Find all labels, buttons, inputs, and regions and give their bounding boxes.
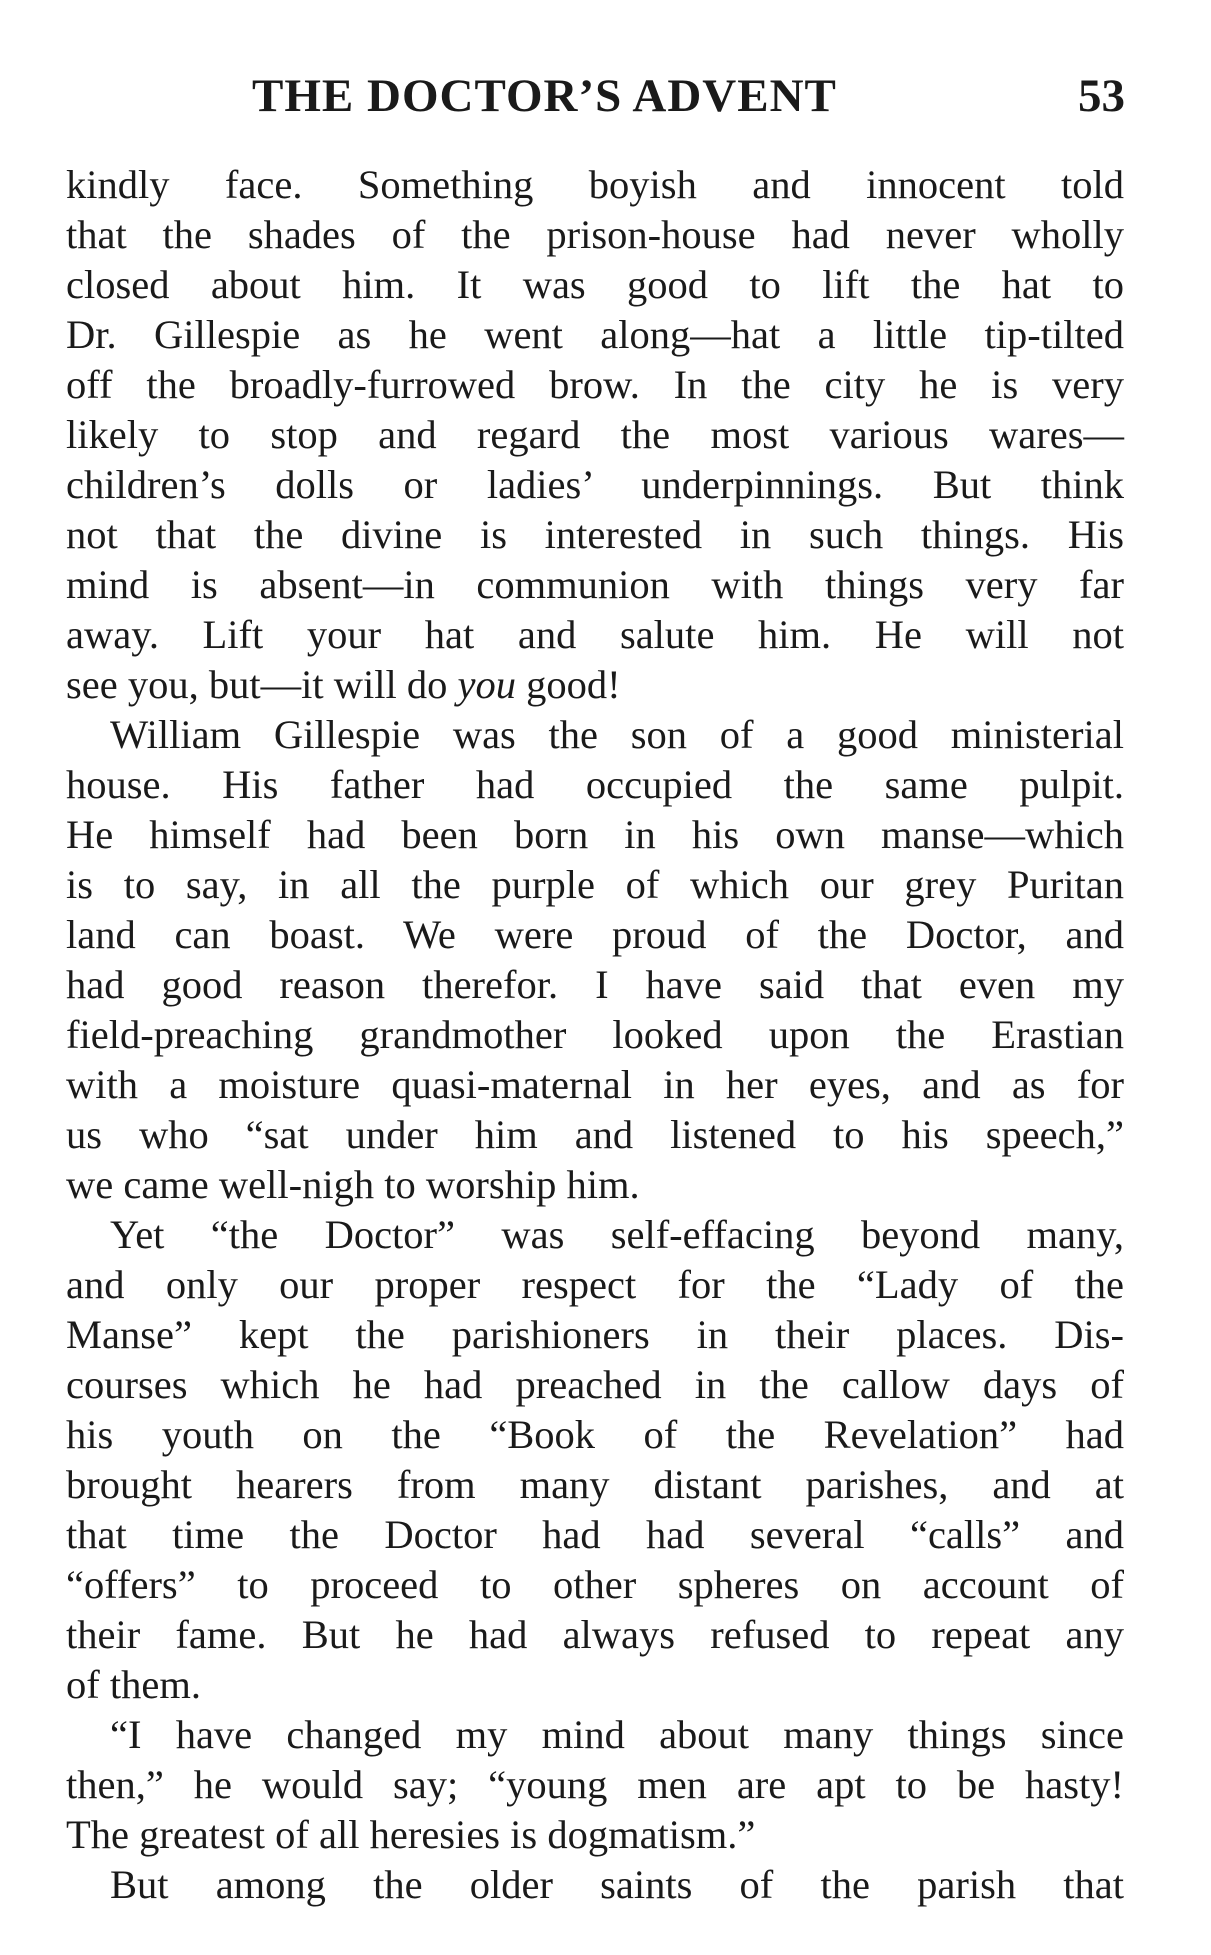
text-line: courses which he had preached in the callow days of [66,1362,1124,1407]
text-line: children’s dolls or ladies’ underpinnings. But think [66,462,1124,507]
paragraph-first-line: But among the older saints of the parish that [110,1862,1124,1907]
text-line: He himself had been born in his own manse—which [66,812,1124,857]
text-line: closed about him. It was good to lift the hat to [66,262,1124,307]
text-line-start: see you, but—it will do [66,662,448,707]
text-line: field-preaching grandmother looked upon the Erastian [66,1012,1124,1057]
italic-emphasis: you [457,662,516,707]
text-line: Manse” kept the parishioners in their places. Dis- [66,1312,1124,1357]
text-line-with-emphasis [66,660,1124,710]
text-line: of them. [66,1662,201,1707]
text-line: us who “sat under him and listened to his speech,” [66,1112,1124,1157]
text-line: kindly face. Something boyish and innocent told [66,162,1124,207]
running-head [0,66,1211,126]
text-line: away. Lift your hat and salute him. He will not [66,612,1124,657]
page-number: 53 [1078,70,1125,122]
paragraph-first-line: William Gillespie was the son of a good ministerial [110,712,1124,757]
text-line: Dr. Gillespie as he went along—hat a little tip-tilted [66,312,1124,357]
text-line: brought hearers from many distant parishes, and at [66,1462,1124,1507]
text-line: off the broadly-furrowed brow. In the city he is very [66,362,1124,407]
text-line: their fame. But he had always refused to repeat any [66,1612,1124,1657]
text-line: that the shades of the prison-house had never wholly [66,212,1124,257]
text-line: had good reason therefor. I have said that even my [66,962,1124,1007]
text-line: The greatest of all heresies is dogmatism.” [66,1812,756,1857]
text-line: that time the Doctor had had several “calls” and [66,1512,1124,1557]
text-line: then,” he would say; “young men are apt to be hasty! [66,1762,1124,1807]
text-line: likely to stop and regard the most various wares— [66,412,1124,457]
text-line: not that the divine is interested in such things. His [66,512,1124,557]
text-line: we came well-nigh to worship him. [66,1162,640,1207]
body-text [66,160,1124,1910]
text-line: mind is absent—in communion with things very far [66,562,1124,607]
text-line: his youth on the “Book of the Revelation” had [66,1412,1124,1457]
paragraph-first-line: “I have changed my mind about many things since [110,1712,1124,1757]
text-line: land can boast. We were proud of the Doctor, and [66,912,1124,957]
paragraph-first-line: Yet “the Doctor” was self-effacing beyond many, [110,1212,1124,1257]
text-line: with a moisture quasi-maternal in her eyes, and as for [66,1062,1124,1107]
text-line: “offers” to proceed to other spheres on account of [66,1562,1124,1607]
text-line: is to say, in all the purple of which our grey Puritan [66,862,1124,907]
text-line: and only our proper respect for the “Lady of the [66,1262,1124,1307]
text-line: house. His father had occupied the same pulpit. [66,762,1124,807]
running-title: THE DOCTOR’S ADVENT [252,70,837,122]
text-line-end: good! [526,662,621,707]
